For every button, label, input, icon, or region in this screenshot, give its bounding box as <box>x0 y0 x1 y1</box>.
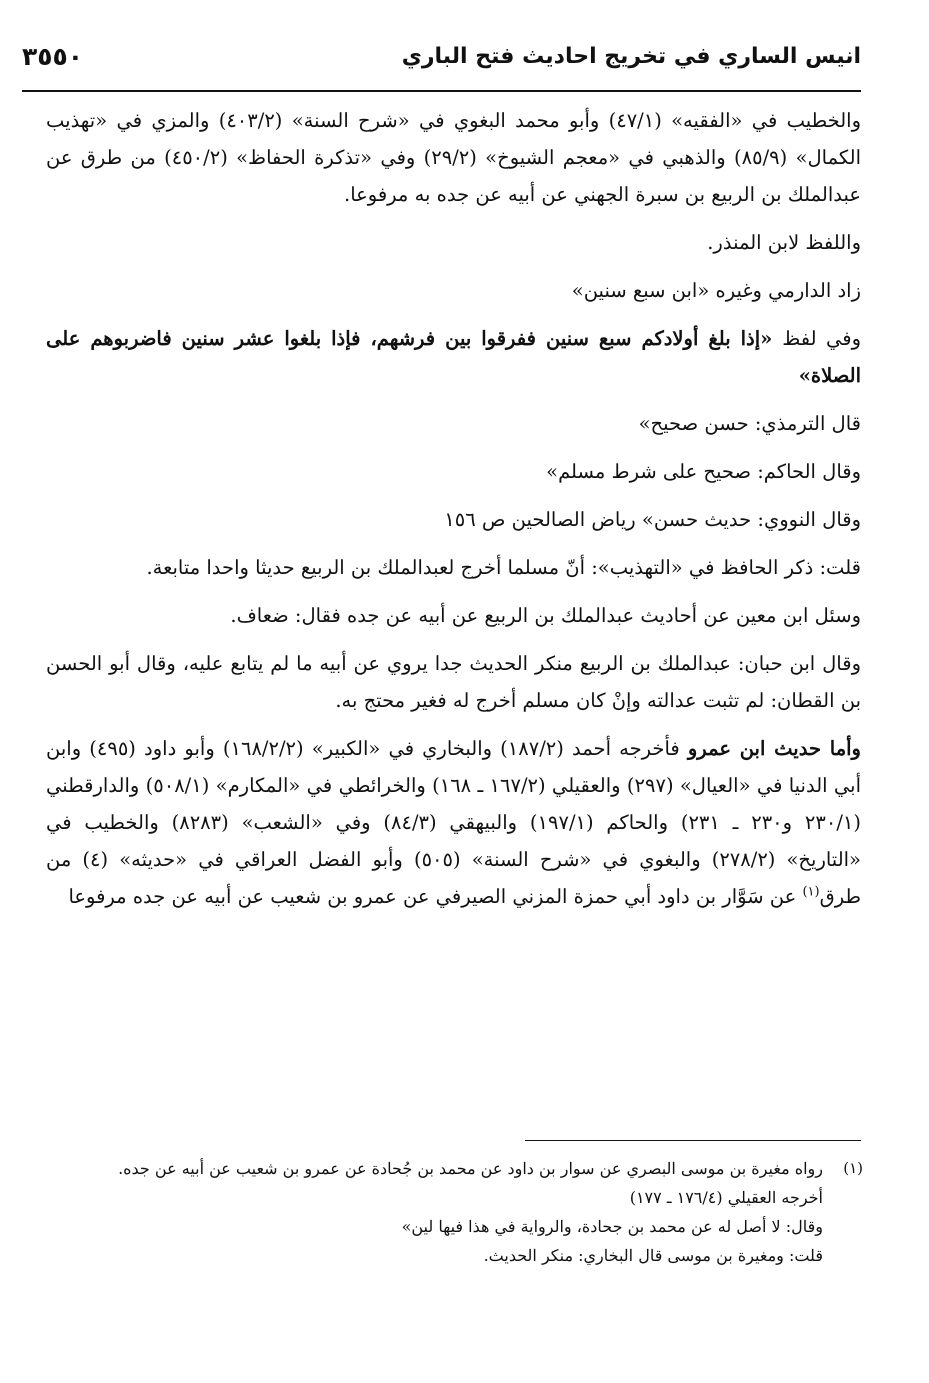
footnote-number: (١) <box>843 1159 863 1177</box>
final-tail: عن سَوَّار بن داود أبي حمزة المزني الصيرفي عن عمرو بن شعيب عن أبيه عن جده مرفوعا <box>68 885 803 908</box>
paragraph-8: وسئل ابن معين عن أحاديث عبدالملك بن الربيع عن أبيه عن جده فقال: ضعاف. <box>230 604 861 627</box>
paragraph-2: واللفظ لابن المنذر. <box>707 231 861 254</box>
paragraph-final <box>46 730 861 915</box>
final-lead: وأما حديث ابن عمرو <box>687 737 861 760</box>
final-text: فأخرجه أحمد (١٨٧/٢) والبخاري في «الكبير» (١٦٨/٢/٢) وأبو داود (٤٩٥) وابن أبي الدنيا في «العيال» (٢٩٧) والعقيلي (١٦٧/٢ ـ ١٦٨) والخرائطي في «المكارم» (٥٠٨/١) والدارقطني (٢٣٠/١ و٢٣٠ ـ ٢٣١) والحاكم (١٩٧/١) والبيهقي (٨٤/٣) وفي «الشعب» (٨٢٨٣) والخطيب في «التاريخ» (٢٧٨/٢) والبغوي في «شرح السنة» (٥٠٥) وأبو الفضل العراقي في «حديثه» (٤) من طرق <box>46 737 861 908</box>
paragraph-1: والخطيب في «الفقيه» (٤٧/١) وأبو محمد البغوي في «شرح السنة» (٤٠٣/٢) والمزي في «تهذيب الكمال» (٨٥/٩) والذهبي في «معجم الشيوخ» (٢٩/٢) وفي «تذكرة الحفاظ» (٤٥٠/٢) من طرق عن عبدالملك بن الربيع بن سبرة الجهني عن أبيه عن جده به مرفوعا. <box>46 109 862 206</box>
main-text <box>46 102 861 926</box>
page-header <box>22 42 861 92</box>
page-number: ٣٥٥٠ <box>22 42 84 71</box>
footnote-entry <box>46 1154 863 1183</box>
quote-text: «إذا بلغ أولادكم سبع سنين ففرقوا بين فرشهم، فإذا بلغوا عشر سنين فاضربوهم على الصلاة» <box>46 327 861 387</box>
footnote-divider <box>525 1140 861 1141</box>
footnote-line-3: وقال: لا أصل له عن محمد بن جحادة، والرواية في هذا فيها لين» <box>401 1217 823 1236</box>
paragraph-bold-quote <box>46 320 861 394</box>
footnote-line-2: أخرجه العقيلي (١٧٦/٤ ـ ١٧٧) <box>629 1188 823 1207</box>
paragraph-9: وقال ابن حبان: عبدالملك بن الربيع منكر الحديث جدا يروي عن أبيه ما لم يتابع عليه، وقال أبو الحسن بن القطان: لم تثبت عدالته وإنْ كان مسلم أخرج له فغير محتج به. <box>46 652 861 712</box>
book-title: انيس الساري في تخريج احاديث فتح الباري <box>401 44 861 69</box>
paragraph-7: قلت: ذكر الحافظ في «التهذيب»: أنّ مسلما أخرج لعبدالملك بن الربيع حديثا واحدا متابعة. <box>146 556 861 579</box>
footnotes-section <box>46 1154 863 1270</box>
paragraph-3: زاد الدارمي وغيره «ابن سبع سنين» <box>571 279 861 302</box>
footnote-body <box>46 1154 823 1183</box>
footnote-marker: (١) <box>802 884 820 900</box>
paragraph-5: وقال الحاكم: صحيح على شرط مسلم» <box>546 460 861 483</box>
paragraph-4: قال الترمذي: حسن صحيح» <box>638 412 861 435</box>
paragraph-6: وقال النووي: حديث حسن» رياض الصالحين ص ١٥٦ <box>444 508 861 531</box>
quote-prefix: وفي لفظ <box>782 327 861 350</box>
footnote-line-4: قلت: ومغيرة بن موسى قال البخاري: منكر الحديث. <box>483 1246 823 1265</box>
footnote-line-1: رواه مغيرة بن موسى البصري عن سوار بن داود عن محمد بن جُحادة عن عمرو بن شعيب عن أبيه عن جده. <box>118 1159 823 1178</box>
